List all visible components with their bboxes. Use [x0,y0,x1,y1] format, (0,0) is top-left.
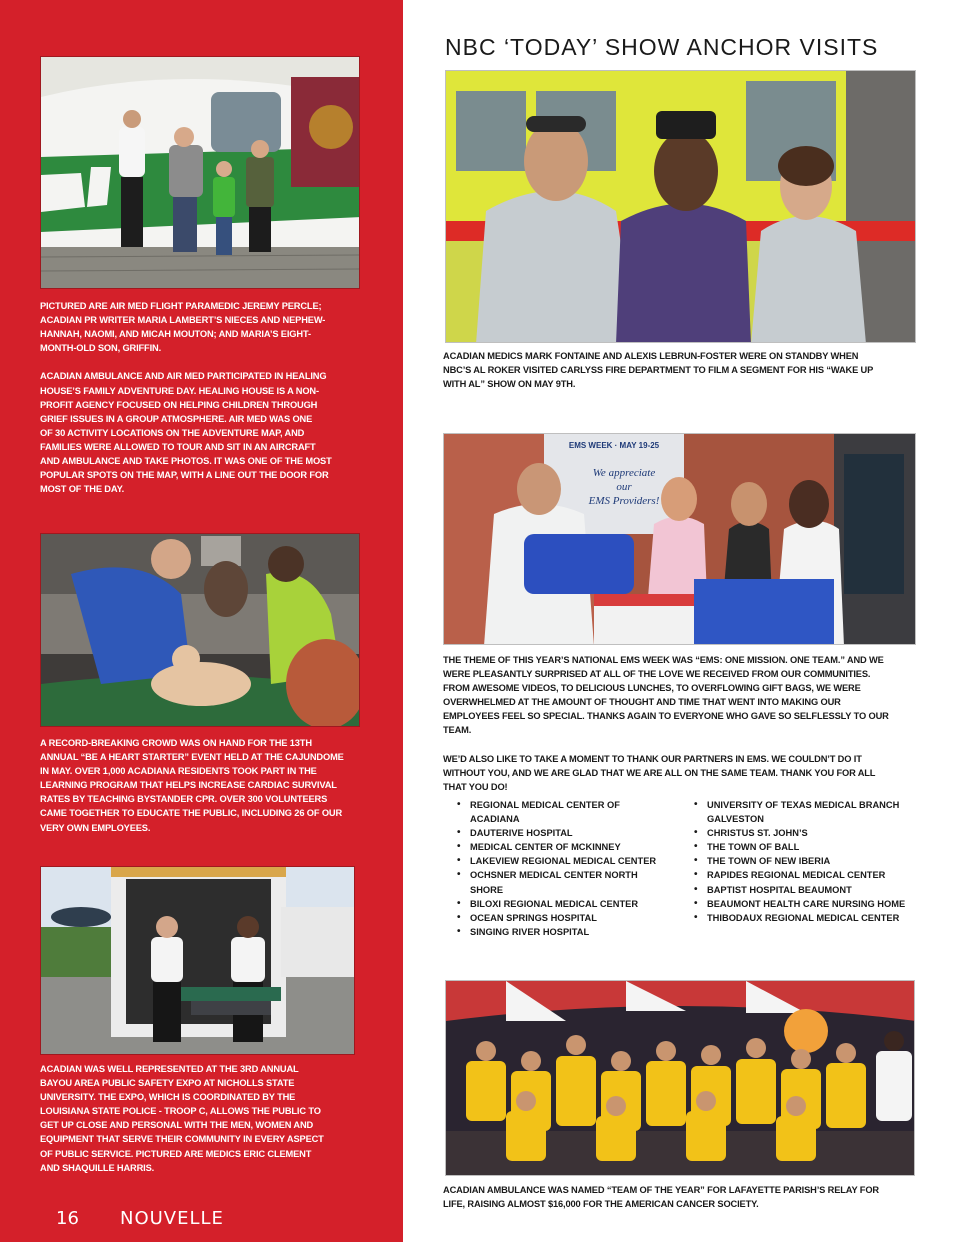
page-headline: NBC ‘TODAY’ SHOW ANCHOR VISITS [445,34,879,60]
partner-item: • RAPIDES REGIONAL MEDICAL CENTER [694,868,924,882]
partner-item: • THE TOWN OF BALL [694,840,924,854]
partner-item: • MEDICAL CENTER OF MCKINNEY [457,840,677,854]
caption-safety-expo: ACADIAN WAS WELL REPRESENTED AT THE 3RD ANNUAL BAYOU AREA PUBLIC SAFETY EXPO AT NICHOLLS STATE UNIVERSITY. THE EXPO, WHICH IS COORDINATED BY THE LOUISIANA STATE POLICE - TROOP C, ALLOWS THE PUBLIC TO GET UP CLOSE AND PERSONAL WITH THE MEN, WOMEN AND EQUIPMENT THAT SERVE THEIR COMMUNITY IN EVERY ASPECT OF PUBLIC SERVICE. PICTURED ARE MEDICS ERIC CLEMENT AND SHAQUILLE HARRIS. [40,1064,324,1173]
partner-item: • OCEAN SPRINGS HOSPITAL [457,911,677,925]
partner-item: • UNIVERSITY OF TEXAS MEDICAL BRANCH GALVESTON [694,798,924,826]
caption-al-roker: ACADIAN MEDICS MARK FONTAINE AND ALEXIS LEBRUN-FOSTER WERE ON STANDBY WHEN NBC’S AL ROKER VISITED CARLYSS FIRE DEPARTMENT TO FILM A SEGMENT FOR HIS “WAKE UP WITH AL” SHOW ON MAY 9TH. [443,351,874,390]
page-number: 16 [56,1208,79,1229]
ems-banner-line-2: our [616,481,632,493]
partner-item: • LAKEVIEW REGIONAL MEDICAL CENTER [457,854,677,868]
photo-safety-expo [40,866,355,1055]
caption-relay: ACADIAN AMBULANCE WAS NAMED “TEAM OF THE YEAR” FOR LAFAYETTE PARISH’S RELAY FOR LIFE, RAISING ALMOST $16,000 FOR THE AMERICAN CANCER SOCIETY. [443,1185,879,1210]
partner-item: • CHRISTUS ST. JOHN’S [694,826,924,840]
partner-item: • BAPTIST HOSPITAL BEAUMONT [694,883,924,897]
photo-cpr-event [40,533,360,727]
partner-item: • BILOXI REGIONAL MEDICAL CENTER [457,897,677,911]
ems-banner-line-1: We appreciate [592,467,656,479]
caption-heart-starter: A RECORD-BREAKING CROWD WAS ON HAND FOR THE 13TH ANNUAL “BE A HEART STARTER” EVENT HELD AT THE CAJUNDOME IN MAY. OVER 1,000 ACADIANA RESIDENTS TOOK PART IN THE LEARNING PROGRAM THAT HELPS INCREASE CARDIAC SURVIVAL RATES BY TEACHING BYSTANDER CPR. OVER 300 VOLUNTEERS CAME TOGETHER TO EDUCATE THE PUBLIC, INCLUDING 26 OF OUR VERY OWN EMPLOYEES. [40,738,344,833]
magazine-name: NOUVELLE [120,1208,224,1229]
photo-al-roker [445,70,916,343]
ems-week-dates: EMS WEEK · MAY 19-25 [568,441,660,450]
partner-item: • SINGING RIVER HOSPITAL [457,925,677,939]
partner-item: • THE TOWN OF NEW IBERIA [694,854,924,868]
partners-list-left [457,798,677,939]
partner-item: • BEAUMONT HEALTH CARE NURSING HOME [694,897,924,911]
photo-relay-for-life [445,980,915,1176]
caption-air-med: PICTURED ARE AIR MED FLIGHT PARAMEDIC JEREMY PERCLE; ACADIAN PR WRITER MARIA LAMBERT’S NIECES AND NEPHEW- HANNAH, NAOMI, AND MICAH MOUTON; AND MARIA’S EIGHT- MONTH-OLD SON, GRIFFIN. ACADIAN AMBULANCE AND AIR MED PARTICIPATED IN HEALING HOUSE’S FAMILY ADVENTURE DAY. HEALING HOUSE IS A NON- PROFIT AGENCY FOCUSED ON HELPING CHILDREN THROUGH GRIEF ISSUES IN A GROUP ATMOSPHERE. AIR MED WAS ONE OF 30 ACTIVITY LOCATIONS ON THE ADVENTURE MAP, AND FAMILIES WERE ALLOWED TO TOUR AND SIT IN AN AIRCRAFT AND AMBULANCE AND TAKE PHOTOS. IT WAS ONE OF THE MOST POPULAR SPOTS ON THE MAP, WITH A LINE OUT THE DOOR FOR MOST OF THE DAY. [40,301,332,495]
photo-ems-week [443,433,916,645]
photo-air-med-helicopter [40,56,360,289]
partner-item: • OCHSNER MEDICAL CENTER NORTH SHORE [457,868,677,896]
partners-list-right [694,798,924,925]
ems-banner-line-3: EMS Providers! [588,495,660,507]
partner-item: • REGIONAL MEDICAL CENTER OF ACADIANA [457,798,677,826]
partner-item: • THIBODAUX REGIONAL MEDICAL CENTER [694,911,924,925]
caption-ems-week: THE THEME OF THIS YEAR’S NATIONAL EMS WEEK WAS “EMS: ONE MISSION. ONE TEAM.” AND WE WERE PLEASANTLY SURPRISED AT ALL OF THE LOVE WE RECEIVED FROM OUR COMMUNITIES. FROM AWESOME VIDEOS, TO DELICIOUS LUNCHES, TO OVERFLOWING GIFT BAGS, WE WERE OVERWHELMED AT THE AMOUNT OF THOUGHT AND TIME THAT WENT INTO MAKING OUR EMPLOYEES FEEL SO SPECIAL. THANKS AGAIN TO EVERYONE WHO GAVE SO SELFLESSLY TO OUR TEAM. WE’D ALSO LIKE TO TAKE A MOMENT TO THANK OUR PARTNERS IN EMS. WE COULDN’T DO IT WITHOUT YOU, AND WE ARE GLAD THAT WE ARE ALL ON THE SAME TEAM. THANK YOU FOR ALL THAT YOU DO! [443,655,889,792]
partner-item: • DAUTERIVE HOSPITAL [457,826,677,840]
